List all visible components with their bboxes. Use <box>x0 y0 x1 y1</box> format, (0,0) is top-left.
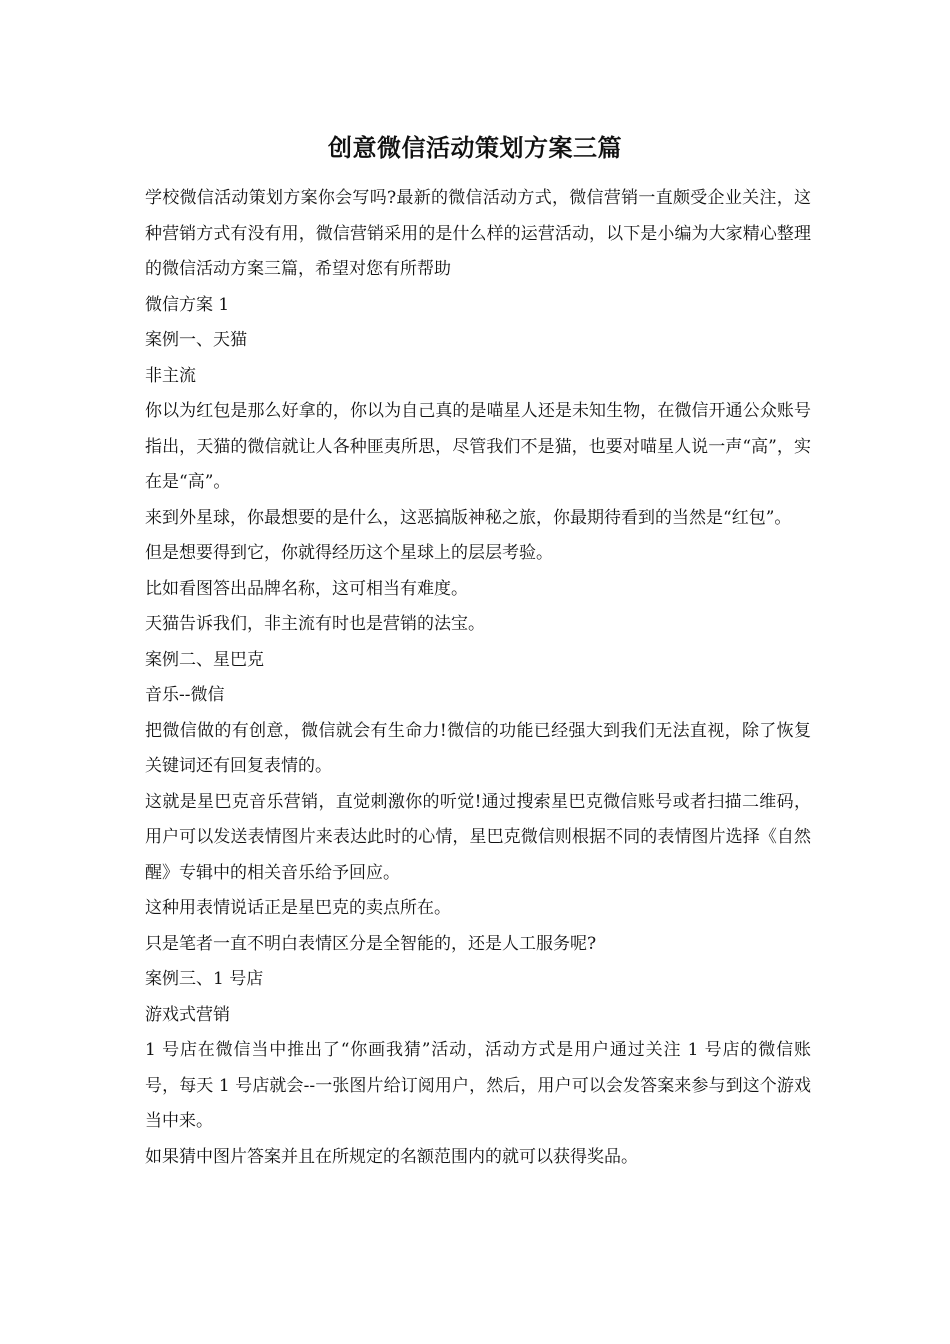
paragraph-intro: 学校微信活动策划方案你会写吗?最新的微信活动方式，微信营销一直颇受企业关注，这种营销方式有没有用，微信营销采用的是什么样的运营活动，以下是小编为大家精心整理的微信活动方案三篇，希望对您有所帮助 <box>145 188 811 279</box>
document-body <box>145 181 811 1175</box>
paragraph: 比如看图答出品牌名称，这可相当有难度。 <box>145 578 468 599</box>
paragraph: 来到外星球，你最想要的是什么，这恶搞版神秘之旅，你最期待看到的当然是“红包”。 <box>145 507 792 528</box>
heading-case-2: 案例二、星巴克 <box>145 649 264 670</box>
paragraph: 这就是星巴克音乐营销，直觉刺激你的听觉!通过搜索星巴克微信账号或者扫描二维码，用户可以发送表情图片来表达此时的心情，星巴克微信则根据不同的表情图片选择《自然醒》专辑中的相关音乐给予回应。 <box>145 791 811 883</box>
subheading-case-2: 音乐--微信 <box>145 685 225 705</box>
paragraph: 你以为红包是那么好拿的，你以为自己真的是喵星人还是未知生物，在微信开通公众账号指出，天猫的微信就让人各种匪夷所思，尽管我们不是猫，也要对喵星人说一声“高”，实在是“高”。 <box>145 401 811 492</box>
subheading-case-3: 游戏式营销 <box>145 1004 230 1025</box>
paragraph: 只是笔者一直不明白表情区分是全智能的，还是人工服务呢? <box>145 933 597 954</box>
heading-case-1: 案例一、天猫 <box>145 330 247 350</box>
paragraph: 如果猜中图片答案并且在所规定的名额范围内的就可以获得奖品。 <box>145 1146 638 1167</box>
heading-case-3: 案例三、1 号店 <box>145 969 264 989</box>
heading-plan-1: 微信方案 1 <box>145 294 230 315</box>
document-title: 创意微信活动策划方案三篇 <box>328 133 622 162</box>
paragraph: 把微信做的有创意，微信就会有生命力!微信的功能已经强大到我们无法直视，除了恢复关键词还有回复表情的。 <box>145 720 811 776</box>
paragraph: 这种用表情说话正是星巴克的卖点所在。 <box>145 898 451 918</box>
paragraph: 1 号店在微信当中推出了“你画我猜”活动，活动方式是用户通过关注 1 号店的微信账号，每天 1 号店就会--一张图片给订阅用户，然后，用户可以会发答案来参与到这个游戏当中来。 <box>145 1040 811 1131</box>
paragraph: 但是想要得到它，你就得经历这个星球上的层层考验。 <box>145 543 553 563</box>
paragraph: 天猫告诉我们，非主流有时也是营销的法宝。 <box>145 614 485 634</box>
subheading-case-1: 非主流 <box>145 365 196 386</box>
